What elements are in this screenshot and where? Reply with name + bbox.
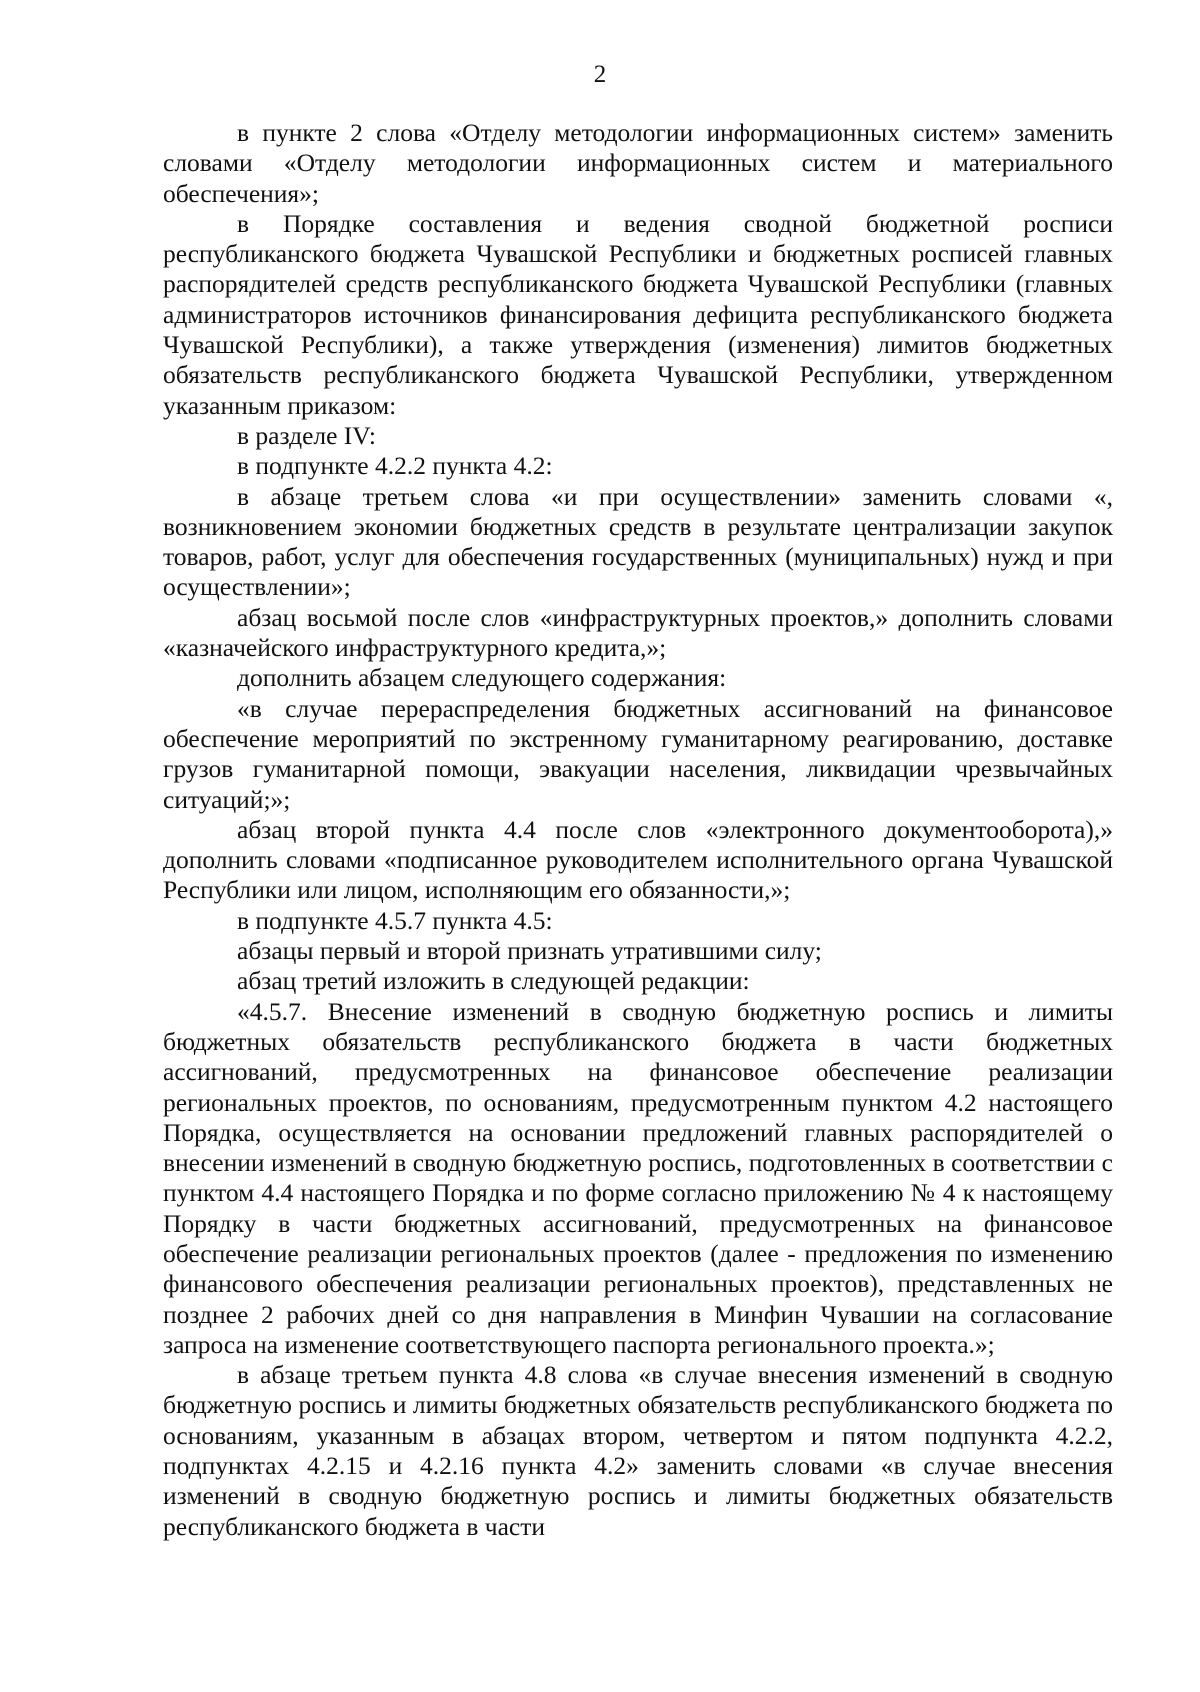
paragraph: в Порядке составления и ведения сводной бюджетной росписи республиканского бюджета Чувашской Республики и бюджетных росписей главных распорядителей средств республиканского бюджета Чувашской Республики (главных администраторов источников финансирования дефицита республиканского бюджета Чувашской Республики), а также утверждения (изменения) лимитов бюджетных обязательств республиканского бюджета Чувашской Республики, утвержденном указанным приказом: — [163, 208, 1113, 420]
paragraph: дополнить абзацем следующего содержания: — [237, 663, 727, 693]
page-number: 2 — [593, 61, 607, 88]
paragraph: в пункте 2 слова «Отделу методологии информационных систем» заменить словами «Отделу методологии информационных систем и материального обеспечения»; — [163, 118, 1113, 208]
paragraph: абзацы первый и второй признать утратившими силу; — [237, 936, 822, 966]
paragraph: «в случае перераспределения бюджетных ассигнований на финансовое обеспечение мероприятий по экстренному гуманитарному реагированию, доставке грузов гуманитарной помощи, эвакуации населения, ликвидации чрезвычайных ситуаций;»; — [163, 693, 1113, 814]
paragraph: «4.5.7. Внесение изменений в сводную бюджетную роспись и лимиты бюджетных обязательств республиканского бюджета в части бюджетных ассигнований, предусмотренных на финансовое обеспечение реализации региональных проектов, по основаниям, предусмотренным пунктом 4.2 настоящего Порядка, осуществляется на основании предложений главных распорядителей о внесении изменений в сводную бюджетную роспись, подготовленных в соответствии с пунктом 4.4 настоящего Порядка и по форме согласно приложению № 4 к настоящему Порядку в части бюджетных ассигнований, предусмотренных на финансовое обеспечение реализации региональных проектов (далее - предложения по изменению финансового обеспечения реализации региональных проектов), представленных не позднее 2 рабочих дней со дня направления в Минфин Чувашии на согласование запроса на изменение соответствующего паспорта регионального проекта.»; — [163, 996, 1113, 1359]
paragraph: в абзаце третьем пункта 4.8 слова «в случае внесения изменений в сводную бюджетную роспись и лимиты бюджетных обязательств республиканского бюджета по основаниям, указанным в абзацах втором, четвертом и пятом подпункта 4.2.2, подпунктах 4.2.15 и 4.2.16 пункта 4.2» заменить словами «в случае внесения изменений в сводную бюджетную роспись и лимиты бюджетных обязательств республиканского бюджета в части — [163, 1360, 1113, 1541]
document-body — [163, 118, 1113, 1542]
paragraph: в подпункте 4.2.2 пункта 4.2: — [237, 451, 553, 481]
paragraph: абзац восьмой после слов «инфраструктурных проектов,» дополнить словами «казначейского инфраструктурного кредита,»; — [163, 602, 1113, 663]
paragraph: в разделе IV: — [237, 420, 376, 450]
paragraph: абзац второй пункта 4.4 после слов «электронного документооборота),» дополнить словами «подписанное руководителем исполнительного органа Чувашской Республики или лицом, исполняющим его обязанности,»; — [163, 814, 1113, 905]
paragraph: в подпункте 4.5.7 пункта 4.5: — [237, 905, 553, 935]
paragraph: абзац третий изложить в следующей редакции: — [237, 966, 750, 996]
paragraph: в абзаце третьем слова «и при осуществлении» заменить словами «, возникновением экономии бюджетных средств в результате централизации закупок товаров, работ, услуг для обеспечения государственных (муниципальных) нужд и при осуществлении»; — [163, 481, 1113, 602]
